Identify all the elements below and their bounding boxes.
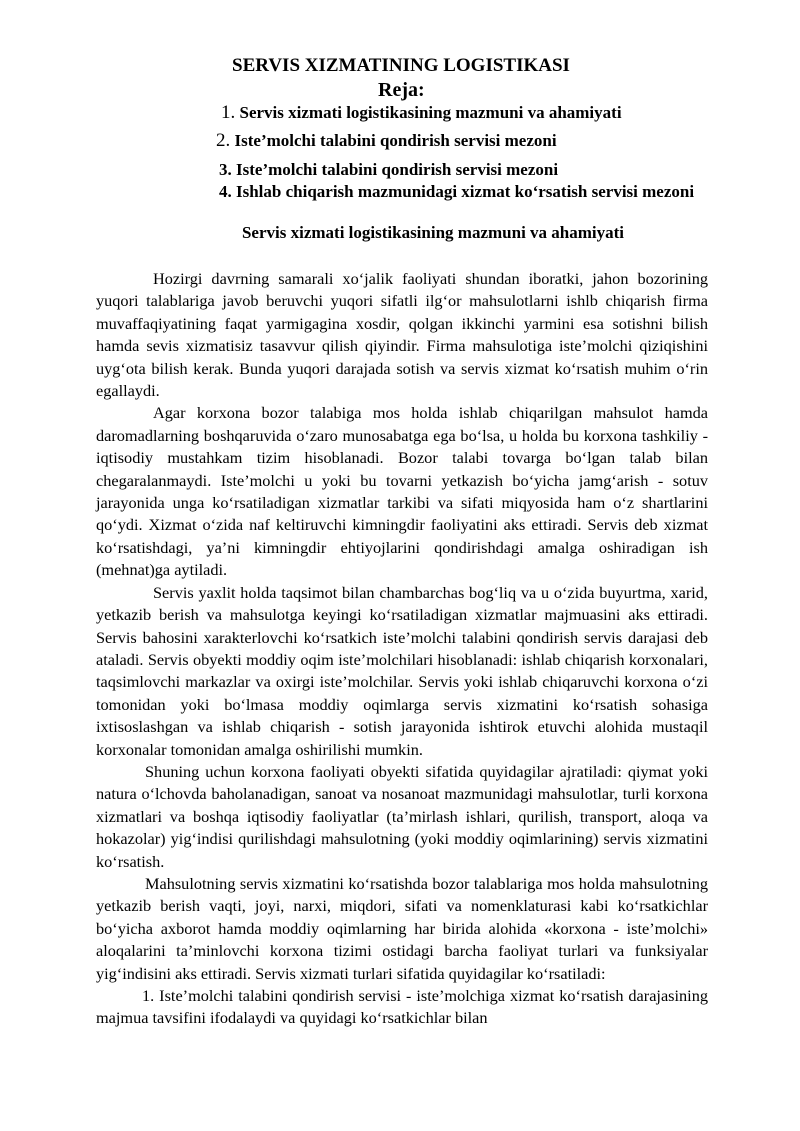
document-title: SERVIS XIZMATINING LOGISTIKASI (232, 55, 570, 76)
body-text (96, 268, 708, 1030)
plan-item-text: Servis xizmati logistikasining mazmuni va ahamiyati (239, 103, 622, 122)
paragraph: 1. Iste’molchi talabini qondirish servisi - iste’molchiga xizmat ko‘rsatish darajasining majmua tavsifini ifodalaydi va quyidagi ko‘rsatkichlar bilan (96, 986, 708, 1028)
plan-item (219, 159, 558, 181)
plan-heading: Reja: (378, 79, 425, 101)
plan-item-number: 1. (221, 102, 236, 123)
paragraph: Servis yaxlit holda taqsimot bilan chambarchas bog‘liq va u o‘zida buyurtma, xarid, yetkazib berish va mahsulotga keyingi ko‘rsatiladigan xizmatlar majmuasini aks ettiradi. Servis bahosini xarakterlovchi ko‘rsatkich iste’molchi talabini qondirish servis darajasi deb ataladi. Servis obyekti moddiy oqim iste’molchilari hisoblanadi: ishlab chiqarish korxonalari, taqsimlovchi markazlar va oxirgi iste’molchilar. Servis yoki ishlab chiqaruvchi korxona o‘zi tomonidan yoki bo‘lmasa moddiy oqimlarga servis xizmatini ko‘rsatish sohasiga ixtisoslashgan va ishlab chiqarish - sotish jarayonida ishtirok etuvchi alohida mustaqil korxonalar tomonidan amalga oshirilishi mumkin. (96, 582, 708, 759)
plan-item-number: 2. (216, 130, 231, 151)
paragraph: Mahsulotning servis xizmatini ko‘rsatishda bozor talablariga mos holda mahsulotning yetkazib berish vaqti, joyi, narxi, miqdori, sifati va nomenklaturasi kabi ko‘rsatkichlar bo‘yicha axborot hamda moddiy oqimlarning har birida alohida «korxona - iste’molchi» aloqalarini ta’minlovchi korxona tizimi ostidagi barcha faoliyat turlari va funksiyalar yig‘indisini aks ettiradi. Servis xizmati turlari sifatida quyidagilar ko‘rsatiladi: (96, 873, 708, 983)
plan-item-text: Ishlab chiqarish mazmunidagi xizmat ko‘rsatish servisi mezoni (236, 182, 695, 201)
plan-item (221, 102, 622, 124)
plan-item-number: 4. (219, 182, 232, 201)
paragraph: Agar korxona bozor talabiga mos holda ishlab chiqarilgan mahsulot hamda daromadlarning boshqaruvida o‘zaro munosabatga ega bo‘lsa, u holda bu korxona tashkiliy - iqtisodiy mustahkam tizim hisoblanadi. Bozor talabi tovarga bo‘lgan talab bilan chegaralanmaydi. Iste’molchi u yoki bu tovarni yetkazish bo‘yicha jamg‘arish - sotuv jarayonida unga ko‘rsatiladigan xizmatlar tarkibi va sifati miqyosida ham o‘z shartlarini qo‘ydi. Xizmat o‘zida naf keltiruvchi kimningdir faoliyatini aks ettiradi. Servis deb xizmat ko‘rsatishdagi, ya’ni kimningdir ehtiyojlarini qondirishdagi amalga oshiradigan ish (mehnat)ga aytiladi. (96, 403, 708, 580)
plan-item (216, 130, 557, 152)
plan-item-number: 3. (219, 160, 232, 179)
plan-item-text: Iste’molchi talabini qondirish servisi mezoni (236, 160, 559, 179)
paragraph: Shuning uchun korxona faoliyati obyekti sifatida quyidagilar ajratiladi: qiymat yoki natura o‘lchovda baholanadigan, sanoat va nosanoat mazmunidagi mahsulotlar, turli korxona xizmatlari va boshqa iqtisodiy faoliyatlar (ta’mirlash ishlari, qurilish, transport, aloqa va hokazolar) yig‘indisi qurilishdagi mahsulotning (yoki moddiy oqimlarining) servis xizmatini ko‘rsatish. (96, 761, 708, 871)
paragraph: Hozirgi davrning samarali xo‘jalik faoliyati shundan iboratki, jahon bozorining yuqori talablariga javob beruvchi yuqori sifatli ilg‘or mahsulotlarni ishlb chiqarish firma muvaffaqiyatining faqat yarmigagina xosdir, qolgan ikkinchi yarmini esa sotishni bilish hamda sevis xizmatisiz tasavvur qilish qiyindir. Firma mahsulotiga iste’molchi qiziqishini uyg‘ota bilish kerak. Bunda yuqori darajada sotish va servis xizmat ko‘rsatish muhim o‘rin egallaydi. (96, 269, 708, 401)
plan-item (219, 181, 694, 203)
plan-item-text: Iste’molchi talabini qondirish servisi mezoni (234, 131, 557, 150)
section-heading: Servis xizmati logistikasining mazmuni va ahamiyati (241, 223, 625, 242)
